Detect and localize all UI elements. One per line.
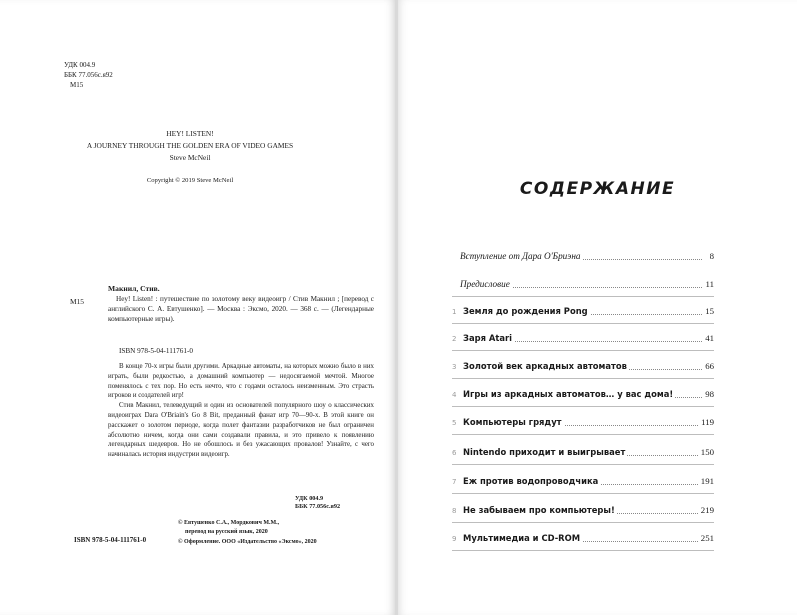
toc-page-number: 11 (705, 279, 714, 289)
biblio-description: Hey! Listen! : путешествие по золотому веку видеоигр / Стив Макнил ; [перевод с английского С. А. Евтушенко]. — Москва : Эксмо, 2020. — 368 с. — (Легендарные компьютерные игры). (108, 295, 374, 323)
toc-chapter-title: Земля до рождения Pong (463, 306, 588, 316)
toc-page-number: 15 (705, 306, 714, 316)
toc-separator (452, 434, 714, 435)
isbn-main: ISBN 978-5-04-111761-0 (119, 347, 193, 355)
toc-entry[interactable] (452, 389, 714, 403)
toc-chapter-number: 6 (452, 449, 457, 457)
original-author: Steve McNeil (169, 153, 211, 162)
rights-line-2: перевод на русский язык, 2020 (185, 529, 268, 536)
toc-page-number: 8 (709, 251, 714, 261)
udk-code: УДК 004.9 (64, 61, 96, 69)
toc-chapter-number: 7 (452, 478, 457, 486)
toc-entry[interactable] (452, 505, 714, 519)
toc-separator (452, 323, 714, 324)
toc-chapter-title: Заря Atari (463, 333, 513, 343)
toc-page-number: 98 (705, 389, 714, 399)
toc-chapter-number: 5 (452, 419, 457, 427)
annotation-paragraph-1: В конце 70-х игры были другими. Аркадные автоматы, на которых можно было в них играть, были редкостью, а домашний компьютер — недосягаемой мечтой. Многое поменялось с тех пор. Но есть нечто, что с годами осталось неизменным. Это страсть игроков и создателей игр! (108, 363, 374, 400)
isbn-bottom: ISBN 978-5-04-111761-0 (74, 536, 147, 544)
toc-chapter-number: 8 (452, 507, 457, 515)
bbk-code-bottom: ББК 77.056с.я92 (295, 503, 341, 510)
left-page (0, 0, 395, 615)
toc-separator (452, 464, 714, 465)
toc-entry[interactable] (452, 417, 714, 431)
toc-chapter-title: Золотой век аркадных автоматов (463, 361, 627, 371)
toc-separator (452, 296, 714, 297)
toc-chapter-title: Еж против водопроводчика (463, 476, 599, 486)
rights-block (178, 519, 317, 547)
toc-chapter-title: Мультимедиа и CD-ROM (463, 533, 581, 543)
toc-chapter-title: Предисловие (460, 279, 510, 289)
toc-separator (452, 378, 714, 379)
toc-entry[interactable] (452, 333, 714, 347)
toc-page-number: 251 (700, 533, 714, 543)
author-mark: М15 (70, 81, 84, 89)
toc-entry[interactable] (452, 476, 714, 490)
toc-chapter-number: 1 (452, 308, 457, 316)
author-heading: Макнил, Стив. (108, 284, 160, 293)
toc-chapter-title: Компьютеры грядут (463, 417, 562, 427)
toc-chapter-title: Не забываем про компьютеры! (463, 505, 615, 515)
toc-chapter-number: 2 (452, 335, 457, 343)
toc-entry[interactable] (452, 306, 714, 320)
toc-page-number: 219 (700, 505, 714, 515)
toc-entry[interactable] (452, 361, 714, 375)
toc-page-number: 66 (705, 361, 714, 371)
toc-chapter-number: 3 (452, 363, 457, 371)
toc-separator (452, 406, 714, 407)
toc-title: СОДЕРЖАНИЕ (519, 179, 676, 199)
original-title: HEY! LISTEN! (166, 129, 214, 138)
toc-entry[interactable] (452, 279, 714, 293)
toc-entry[interactable] (452, 533, 714, 547)
right-page (398, 0, 797, 615)
toc-entry[interactable] (452, 251, 714, 265)
toc-chapter-title: Игры из аркадных автоматов… у вас дома! (463, 389, 674, 399)
bbk-code: ББК 77.056с.я92 (64, 71, 113, 79)
toc-separator (452, 550, 714, 551)
copyright-line: Copyright © 2019 Steve McNeil (146, 177, 234, 184)
toc-separator (452, 522, 714, 523)
annotation (108, 362, 374, 460)
udk-code-bottom: УДК 004.9 (295, 495, 324, 502)
rights-line-3: © Оформление. ООО «Издательство «Эксмо», 2020 (178, 538, 317, 545)
toc-chapter-title: Nintendo приходит и выигрывает (463, 447, 626, 457)
rights-line-1: © Евтушенко С.А., Мордкович М.М., (178, 520, 280, 526)
toc-chapter-title: Вступление от Дара О'Бриэна (460, 251, 581, 261)
toc-page-number: 191 (700, 476, 714, 486)
original-subtitle: A JOURNEY THROUGH THE GOLDEN ERA OF VIDEO GAMES (86, 141, 294, 150)
toc-page-number: 150 (700, 447, 714, 457)
toc-page-number: 41 (705, 333, 714, 343)
toc-separator (452, 493, 714, 494)
biblio-code: М15 (70, 297, 84, 306)
annotation-paragraph-2: Стив Макнил, телеведущий и один из основателей популярного шоу о классических видеоиграх Dara O'Briain's Go 8 Bit, преданный фанат игр 70—90-х. В этой книге он расскажет о золотом периоде, когда полет фантазии разработчиков не был ограничен абсолютно ничем, когда они сами создавали правила, и это привело к появлению легендарных шедевров. Но не обошлось и без ужасающих провалов! Узнайте, с чего начиналась история индустрии видеоигр. (108, 402, 374, 459)
toc-page-number: 119 (701, 417, 714, 427)
toc-chapter-number: 4 (452, 391, 457, 399)
toc-entry[interactable] (452, 447, 714, 461)
toc-chapter-number: 9 (452, 535, 457, 543)
toc-separator (452, 350, 714, 351)
